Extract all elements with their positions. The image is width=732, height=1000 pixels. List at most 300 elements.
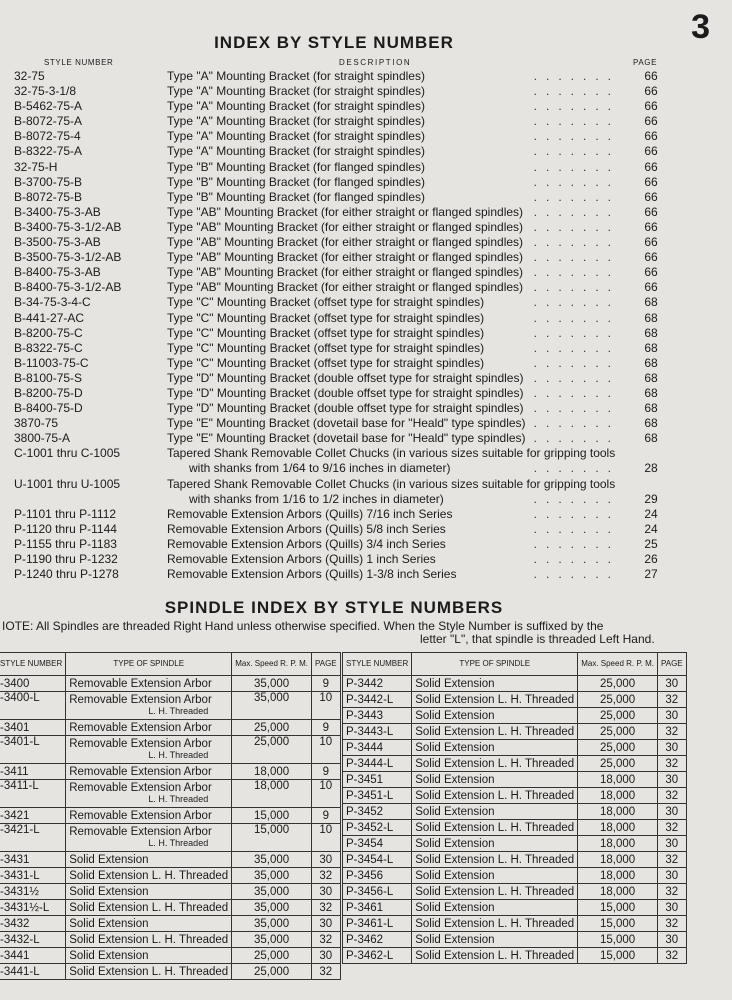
leader-dots: ....... xyxy=(533,174,620,189)
index-row xyxy=(0,295,700,310)
description: Type "E" Mounting Bracket (dovetail base for "Heald" type spindles) xyxy=(167,431,526,446)
spindle-type-label: Removable Extension Arbor xyxy=(69,809,212,822)
table-row xyxy=(343,740,687,756)
spindle-type xyxy=(412,820,578,836)
page-ref: 30 xyxy=(311,916,340,932)
page-ref: 26 xyxy=(644,552,658,566)
spindle-type xyxy=(412,708,578,724)
leader-dots: ....... xyxy=(533,219,620,234)
max-speed: 15,000 xyxy=(578,932,658,948)
style-number: 32-75-3-1/8 xyxy=(14,84,77,99)
index-row xyxy=(0,220,700,235)
thread-note: L. H. Threaded xyxy=(148,794,209,804)
style-number: P-3462 xyxy=(343,932,412,948)
page-ref: 66 xyxy=(644,159,658,174)
table-row xyxy=(343,884,687,900)
spindle-type xyxy=(66,964,232,980)
max-speed: 25,000 xyxy=(578,708,658,724)
table-row xyxy=(0,780,340,808)
style-number: P-1190 thru P-1232 xyxy=(14,552,118,566)
index-row xyxy=(0,371,700,386)
page-ref: 27 xyxy=(644,567,658,582)
style-number: B-34-75-3-4-C xyxy=(14,295,91,310)
table-row xyxy=(343,836,687,852)
max-speed: 35,000 xyxy=(232,868,312,884)
description-header: DESCRIPTION xyxy=(339,58,412,67)
style-number: P-3444-L xyxy=(343,756,412,772)
spindle-type xyxy=(412,932,578,948)
style-number: P-3461 xyxy=(343,900,412,916)
spindle-type xyxy=(412,740,578,756)
page-ref: 66 xyxy=(644,99,658,114)
style-number: B-3400-75-3-AB xyxy=(14,204,101,219)
page-ref: 32 xyxy=(657,724,686,740)
page-ref: 32 xyxy=(311,868,340,884)
spindle-type xyxy=(66,884,232,900)
spindle-type xyxy=(66,780,232,808)
table-row xyxy=(343,804,687,820)
index-title: INDEX BY STYLE NUMBER xyxy=(214,33,454,52)
col-speed: Max. Speed R. P. M. xyxy=(232,653,312,676)
page-ref: 66 xyxy=(644,129,658,144)
page-ref: 32 xyxy=(657,884,686,900)
page-ref: 66 xyxy=(644,189,658,204)
page-ref: 32 xyxy=(657,788,686,804)
index-row xyxy=(0,205,700,220)
spindle-type-label: Solid Extension L. H. Threaded xyxy=(415,885,575,898)
index-row xyxy=(0,114,700,129)
leader-dots: ....... xyxy=(533,189,620,204)
leader-dots: ....... xyxy=(533,370,620,385)
table-row xyxy=(343,852,687,868)
max-speed: 25,000 xyxy=(232,736,312,764)
col-page: PAGE xyxy=(657,653,686,676)
table-row xyxy=(0,900,340,916)
index-row xyxy=(0,160,700,175)
description: Removable Extension Arbors (Quills) 1 inch Series xyxy=(167,552,436,566)
style-number: B-8100-75-S xyxy=(14,370,83,385)
spindle-type-label: Solid Extension L. H. Threaded xyxy=(415,757,575,770)
page-ref: 66 xyxy=(644,265,658,280)
page-ref: 66 xyxy=(644,235,658,250)
leader-dots: ....... xyxy=(533,310,620,325)
max-speed: 15,000 xyxy=(232,808,312,824)
spindle-type-label: Solid Extension L. H. Threaded xyxy=(415,725,575,738)
table-row xyxy=(0,764,340,780)
leader-dots: ....... xyxy=(533,401,620,416)
spindle-table-right-body xyxy=(343,676,687,964)
table-row xyxy=(0,720,340,736)
style-number: P-3442-L xyxy=(343,692,412,708)
max-speed: 35,000 xyxy=(232,932,312,948)
table-row xyxy=(0,916,340,932)
index-row xyxy=(0,280,700,295)
table-row xyxy=(0,808,340,824)
max-speed: 15,000 xyxy=(578,900,658,916)
page-ref: 68 xyxy=(644,295,658,310)
index-row xyxy=(0,99,700,114)
col-speed: Max. Speed R. P. M. xyxy=(578,653,658,676)
leader-dots: ....... xyxy=(533,280,620,295)
table-row xyxy=(0,932,340,948)
page-ref: 66 xyxy=(644,250,658,265)
spindle-type xyxy=(66,824,232,852)
style-number: 32-75-H xyxy=(14,159,58,174)
description: Type "AB" Mounting Bracket (for either straight or flanged spindles) xyxy=(167,204,524,219)
spindle-type-label: Solid Extension xyxy=(69,917,149,930)
spindle-type-label: Removable Extension Arbor xyxy=(69,677,212,690)
page-ref: 66 xyxy=(644,174,658,189)
description: Type "AB" Mounting Bracket (for either straight or flanged spindles) xyxy=(167,265,524,280)
max-speed: 18,000 xyxy=(578,884,658,900)
table-row xyxy=(343,788,687,804)
leader-dots: ....... xyxy=(533,340,620,355)
spindle-type-label: Solid Extension xyxy=(415,709,495,722)
spindle-type-label: Removable Extension Arbor xyxy=(69,782,212,794)
style-number: -3401-L xyxy=(0,736,66,764)
description: Removable Extension Arbors (Quills) 5/8 inch Series xyxy=(167,521,446,536)
page-header: PAGE xyxy=(633,58,658,67)
description: Type "B" Mounting Bracket (for flanged spindles) xyxy=(167,189,425,204)
style-number: B-8322-75-A xyxy=(14,144,83,159)
max-speed: 18,000 xyxy=(578,852,658,868)
spindle-type xyxy=(66,676,232,692)
index-row xyxy=(0,567,700,582)
page-ref: 25 xyxy=(644,536,658,551)
style-number: 3870-75 xyxy=(14,416,59,431)
style-number: B-3700-75-B xyxy=(14,174,83,189)
spindle-type-label: Solid Extension xyxy=(69,885,149,898)
thread-note: L. H. Threaded xyxy=(148,706,209,716)
page-ref: 28 xyxy=(644,461,658,476)
spindle-type xyxy=(412,756,578,772)
description: Type "B" Mounting Bracket (for flanged spindles) xyxy=(167,159,425,174)
index-row xyxy=(0,69,700,84)
spindle-type xyxy=(66,932,232,948)
col-style-number: STYLE NUMBER xyxy=(0,653,66,676)
style-number: B-3400-75-3-1/2-AB xyxy=(14,219,122,234)
style-number: -3431½-L xyxy=(0,900,66,916)
index-row xyxy=(0,552,700,567)
spindle-type-label: Solid Extension L. H. Threaded xyxy=(415,693,575,706)
table-row xyxy=(0,676,340,692)
style-number: B-8400-75-3-1/2-AB xyxy=(14,280,122,295)
spindle-type-label: Solid Extension xyxy=(415,741,495,754)
description: Tapered Shank Removable Collet Chucks (in various sizes suitable for gripping tools xyxy=(167,476,616,491)
leader-dots: ....... xyxy=(533,144,620,159)
page-ref: 9 xyxy=(311,676,340,692)
leader-dots: ....... xyxy=(533,84,620,99)
col-type: TYPE OF SPINDLE xyxy=(412,653,578,676)
style-number: P-1101 thru P-1112 xyxy=(14,506,117,521)
style-number: B-11003-75-C xyxy=(14,355,89,370)
spindle-type xyxy=(412,772,578,788)
page-ref: 30 xyxy=(311,852,340,868)
spindle-type xyxy=(412,884,578,900)
style-number: P-1120 thru P-1144 xyxy=(14,521,117,536)
spindle-type xyxy=(412,900,578,916)
style-number: B-5462-75-A xyxy=(14,99,83,114)
description: Removable Extension Arbors (Quills) 1-3/8 inch Series xyxy=(167,567,457,582)
table-row xyxy=(343,900,687,916)
style-index-list xyxy=(0,69,700,582)
description-continued: with shanks from 1/16 to 1/2 inches in diameter) xyxy=(189,491,444,506)
index-row xyxy=(0,250,700,265)
page-ref: 30 xyxy=(657,708,686,724)
page-ref: 66 xyxy=(644,204,658,219)
index-row xyxy=(0,84,700,99)
leader-dots: ....... xyxy=(533,250,620,265)
description: Type "A" Mounting Bracket (for straight spindles) xyxy=(167,144,425,159)
max-speed: 35,000 xyxy=(232,916,312,932)
spindle-type-label: Removable Extension Arbor xyxy=(69,765,212,778)
leader-dots: ....... xyxy=(533,325,620,340)
spindle-type-label: Solid Extension L. H. Threaded xyxy=(415,821,575,834)
description: Type "AB" Mounting Bracket (for either straight or flanged spindles) xyxy=(167,280,524,295)
spindle-type-label: Removable Extension Arbor xyxy=(69,826,212,838)
description: Type "D" Mounting Bracket (double offset type for straight spindles) xyxy=(167,385,524,400)
table-row xyxy=(343,868,687,884)
style-number: B-8400-75-3-AB xyxy=(14,265,101,280)
table-row xyxy=(343,916,687,932)
leader-dots: ....... xyxy=(533,567,620,582)
spindle-type-label: Solid Extension L. H. Threaded xyxy=(69,933,229,946)
style-number: P-3456 xyxy=(343,868,412,884)
style-number: B-8072-75-A xyxy=(14,114,83,129)
threading-note xyxy=(0,620,690,646)
spindle-type-label: Solid Extension L. H. Threaded xyxy=(415,789,575,802)
table-row xyxy=(0,868,340,884)
col-page: PAGE xyxy=(311,653,340,676)
table-row xyxy=(0,852,340,868)
style-number: -3432 xyxy=(0,916,66,932)
index-row xyxy=(0,129,700,144)
page-ref: 24 xyxy=(644,521,658,536)
leader-dots: ....... xyxy=(533,265,620,280)
spindle-table-left xyxy=(0,652,341,980)
style-number: -3400 xyxy=(0,676,66,692)
max-speed: 25,000 xyxy=(578,756,658,772)
max-speed: 18,000 xyxy=(232,764,312,780)
spindle-type xyxy=(412,948,578,964)
description: Type "A" Mounting Bracket (for straight spindles) xyxy=(167,69,425,83)
spindle-type-label: Removable Extension Arbor xyxy=(69,738,212,750)
spindle-table-left-body xyxy=(0,676,340,980)
page-ref: 32 xyxy=(657,756,686,772)
index-row xyxy=(0,522,700,537)
style-number: P-3442 xyxy=(343,676,412,692)
spindle-type-label: Solid Extension L. H. Threaded xyxy=(69,869,229,882)
page-ref: 32 xyxy=(311,900,340,916)
spindle-type xyxy=(66,868,232,884)
spindle-type-label: Solid Extension xyxy=(415,901,495,914)
leader-dots: ....... xyxy=(533,521,620,536)
table-row xyxy=(343,724,687,740)
max-speed: 35,000 xyxy=(232,852,312,868)
page-ref: 68 xyxy=(644,416,658,431)
page-ref: 10 xyxy=(311,824,340,852)
page-ref: 9 xyxy=(311,720,340,736)
table-row xyxy=(343,676,687,692)
style-number: P-3444 xyxy=(343,740,412,756)
style-number: B-3500-75-3-1/2-AB xyxy=(14,250,122,265)
index-row xyxy=(0,175,700,190)
page-ref: 30 xyxy=(657,772,686,788)
index-row xyxy=(0,326,700,341)
style-number: P-1240 thru P-1278 xyxy=(14,567,119,582)
page-ref: 32 xyxy=(311,964,340,980)
style-number: 32-75 xyxy=(14,69,45,83)
spindle-type-label: Solid Extension xyxy=(415,805,495,818)
spindle-type xyxy=(66,692,232,720)
leader-dots: ....... xyxy=(533,552,620,566)
spindle-table-right xyxy=(342,652,687,964)
page-ref: 68 xyxy=(644,340,658,355)
page-ref: 32 xyxy=(311,932,340,948)
page-ref: 32 xyxy=(657,692,686,708)
note-line-2: letter "L", that spindle is threaded Left Hand. xyxy=(420,632,655,646)
table-row xyxy=(343,820,687,836)
style-number: P-3461-L xyxy=(343,916,412,932)
col-type: TYPE OF SPINDLE xyxy=(66,653,232,676)
spindle-type-label: Solid Extension xyxy=(69,853,149,866)
spindle-type xyxy=(66,736,232,764)
page-ref: 9 xyxy=(311,808,340,824)
page-ref: 68 xyxy=(644,325,658,340)
index-row xyxy=(0,401,700,416)
description: Type "A" Mounting Bracket (for straight spindles) xyxy=(167,129,425,144)
spindle-type xyxy=(412,836,578,852)
max-speed: 35,000 xyxy=(232,900,312,916)
spindle-type xyxy=(66,720,232,736)
table-row xyxy=(0,948,340,964)
page-ref: 66 xyxy=(644,84,658,99)
spindle-type xyxy=(412,692,578,708)
style-number: -3431 xyxy=(0,852,66,868)
style-number: P-3443-L xyxy=(343,724,412,740)
style-number: P-3451 xyxy=(343,772,412,788)
description: Removable Extension Arbors (Quills) 7/16 inch Series xyxy=(167,506,453,521)
max-speed: 25,000 xyxy=(232,964,312,980)
page-ref: 32 xyxy=(657,948,686,964)
index-row xyxy=(0,416,700,431)
table-row xyxy=(343,772,687,788)
spindle-type-label: Solid Extension xyxy=(415,869,495,882)
description: Removable Extension Arbors (Quills) 3/4 inch Series xyxy=(167,536,446,551)
max-speed: 25,000 xyxy=(232,720,312,736)
note-line-1: IOTE: All Spindles are threaded Right Hand unless otherwise specified. When the Style Number is suffixed by the xyxy=(2,619,604,633)
page-ref: 68 xyxy=(644,370,658,385)
spindle-type-label: Solid Extension xyxy=(415,677,495,690)
leader-dots: ....... xyxy=(533,355,620,370)
description: Type "AB" Mounting Bracket (for either straight or flanged spindles) xyxy=(167,250,524,265)
leader-dots: ....... xyxy=(533,69,620,83)
table-row xyxy=(0,884,340,900)
index-row xyxy=(0,190,700,205)
index-row xyxy=(0,341,700,356)
page-ref: 32 xyxy=(657,852,686,868)
max-speed: 35,000 xyxy=(232,692,312,720)
style-number: -3401 xyxy=(0,720,66,736)
table-row xyxy=(0,964,340,980)
page-ref: 30 xyxy=(657,740,686,756)
table-row xyxy=(343,692,687,708)
thread-note: L. H. Threaded xyxy=(148,750,209,760)
page-ref: 9 xyxy=(311,764,340,780)
page-ref: 30 xyxy=(657,900,686,916)
spindle-type-label: Solid Extension L. H. Threaded xyxy=(69,901,229,914)
spindle-type xyxy=(66,764,232,780)
max-speed: 25,000 xyxy=(578,724,658,740)
style-number: B-8072-75-B xyxy=(14,189,83,204)
style-number: P-3456-L xyxy=(343,884,412,900)
leader-dots: ....... xyxy=(533,159,620,174)
style-number: B-8322-75-C xyxy=(14,340,83,355)
spindle-type xyxy=(412,724,578,740)
spindle-type-label: Solid Extension L. H. Threaded xyxy=(415,917,575,930)
spindle-type-label: Removable Extension Arbor xyxy=(69,721,212,734)
description: Type "C" Mounting Bracket (offset type for straight spindles) xyxy=(167,310,485,325)
max-speed: 25,000 xyxy=(578,676,658,692)
leader-dots: ....... xyxy=(533,506,620,521)
page-ref: 10 xyxy=(311,736,340,764)
spindle-type xyxy=(66,808,232,824)
index-row xyxy=(0,311,700,326)
description: Type "AB" Mounting Bracket (for either straight or flanged spindles) xyxy=(167,235,524,250)
description: Type "C" Mounting Bracket (offset type for straight spindles) xyxy=(167,340,485,355)
spindle-type xyxy=(66,948,232,964)
style-number: P-3443 xyxy=(343,708,412,724)
spindle-type xyxy=(412,804,578,820)
style-number: B-8072-75-4 xyxy=(14,129,81,144)
max-speed: 18,000 xyxy=(232,780,312,808)
style-number: B-8200-75-C xyxy=(14,325,83,340)
style-number: -3431-L xyxy=(0,868,66,884)
max-speed: 25,000 xyxy=(232,948,312,964)
leader-dots: ....... xyxy=(533,461,620,476)
index-row xyxy=(0,446,700,476)
style-number: B-8400-75-D xyxy=(14,401,83,416)
page-ref: 66 xyxy=(644,219,658,234)
leader-dots: ....... xyxy=(533,235,620,250)
index-row xyxy=(0,507,700,522)
description: Type "AB" Mounting Bracket (for either straight or flanged spindles) xyxy=(167,219,524,234)
spindle-type-label: Removable Extension Arbor xyxy=(69,694,212,706)
description: Type "A" Mounting Bracket (for straight spindles) xyxy=(167,99,425,114)
spindle-type xyxy=(412,916,578,932)
spindle-type-label: Solid Extension xyxy=(415,933,495,946)
max-speed: 35,000 xyxy=(232,884,312,900)
style-number: -3432-L xyxy=(0,932,66,948)
max-speed: 18,000 xyxy=(578,820,658,836)
spindle-type xyxy=(66,900,232,916)
page-ref: 30 xyxy=(657,836,686,852)
max-speed: 35,000 xyxy=(232,676,312,692)
style-number: B-3500-75-3-AB xyxy=(14,235,101,250)
page-ref: 68 xyxy=(644,310,658,325)
leader-dots: ....... xyxy=(533,416,620,431)
page-ref: 68 xyxy=(644,431,658,446)
description: Type "D" Mounting Bracket (double offset type for straight spindles) xyxy=(167,370,524,385)
table-row xyxy=(343,708,687,724)
description: Type "C" Mounting Bracket (offset type for straight spindles) xyxy=(167,295,485,310)
table-row xyxy=(0,736,340,764)
max-speed: 18,000 xyxy=(578,772,658,788)
leader-dots: ....... xyxy=(533,536,620,551)
max-speed: 15,000 xyxy=(578,916,658,932)
index-row xyxy=(0,386,700,401)
spindle-type xyxy=(412,676,578,692)
